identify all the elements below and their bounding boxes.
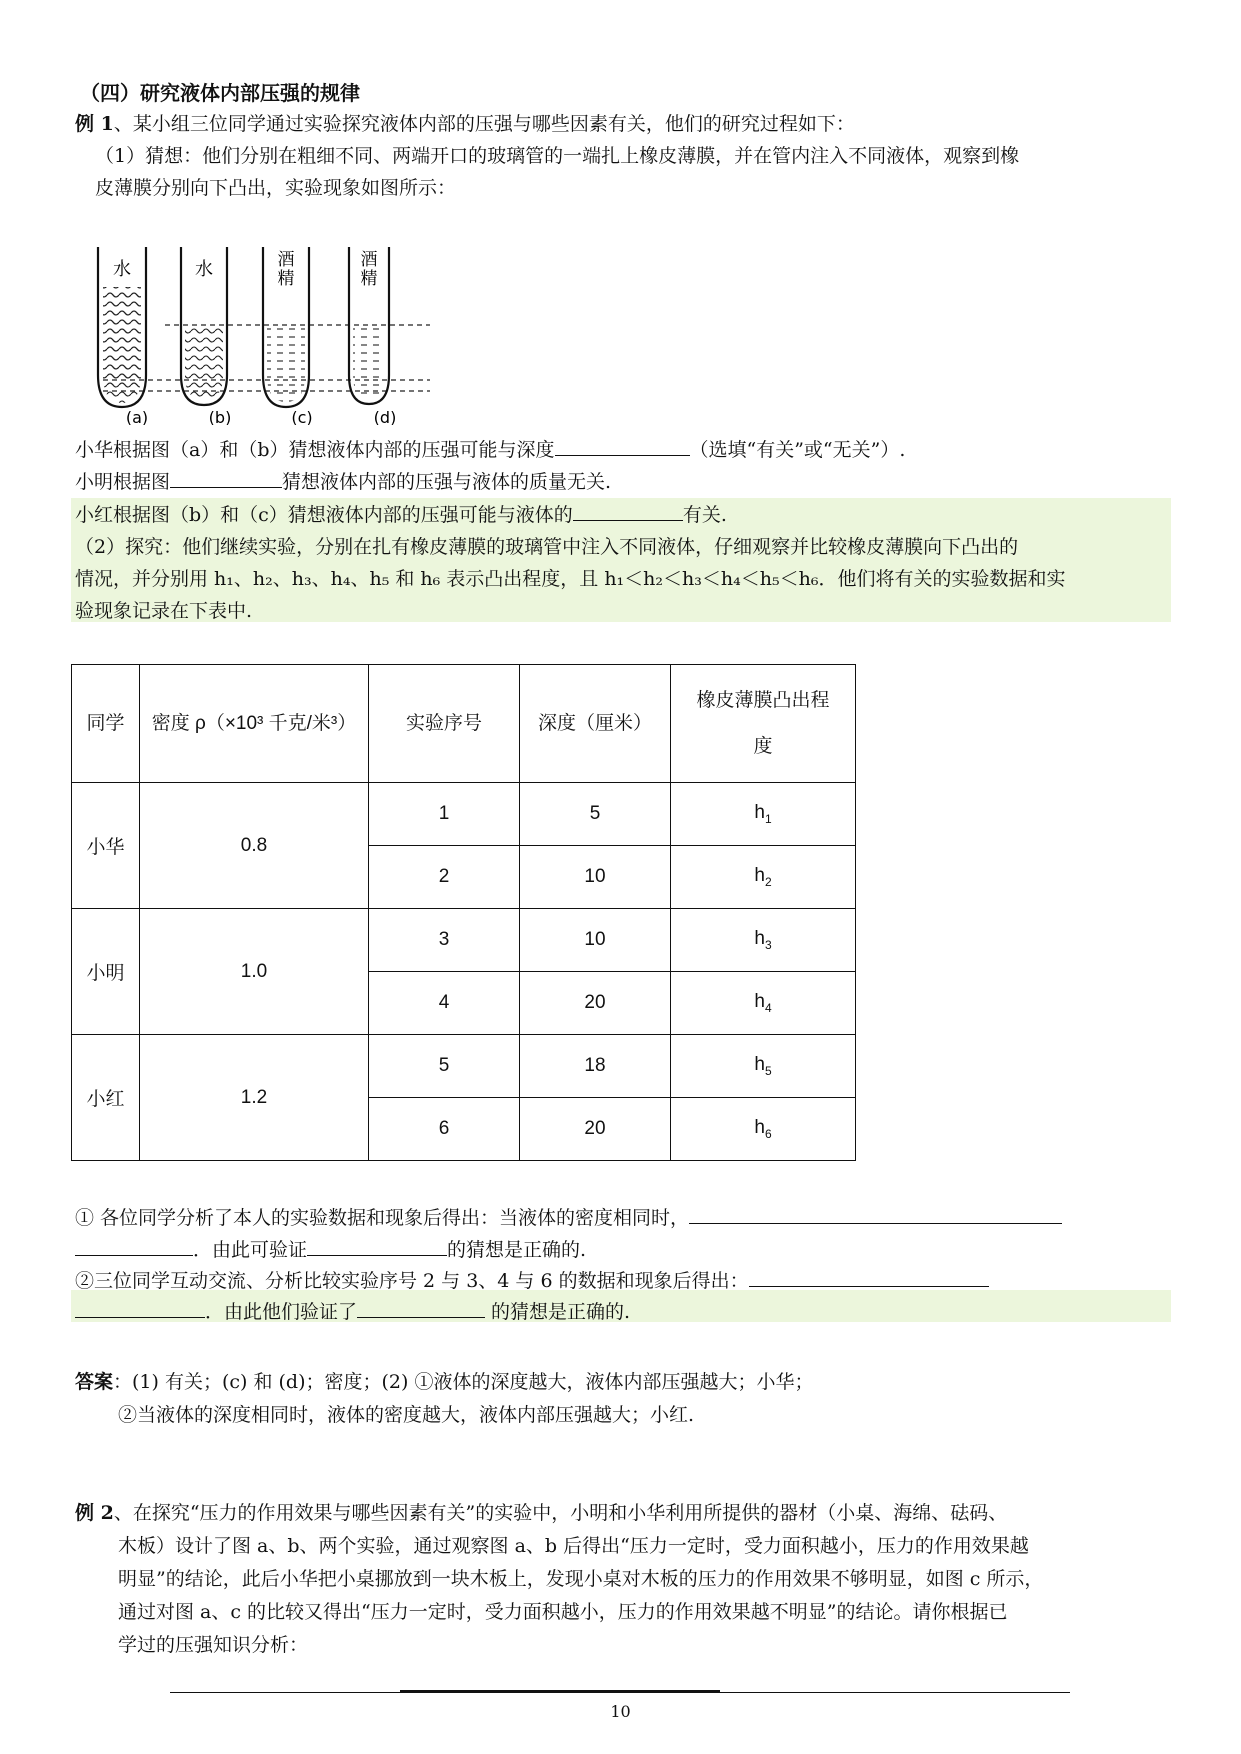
answer-blank-2[interactable] (170, 467, 282, 488)
answer-text-1: ：(1) 有关；(c) 和 (d)；密度；(2) ①液体的深度越大，液体内部压强越大；小华； (113, 1371, 814, 1393)
section-title: （四）研究液体内部压强的规律 (80, 81, 360, 105)
ex2-line4: 通过对图 a、c 的比较又得出“压力一定时，受力面积越小，压力的作用效果越不明显”的结论。请你根据已 (118, 1601, 1008, 1623)
footer-rule-thick (400, 1690, 720, 1693)
table-row (72, 1035, 856, 1098)
cell-density: 1.2 (140, 1035, 369, 1161)
cell-depth: 20 (520, 972, 671, 1035)
explore-line2: 情况，并分别用 h₁、h₂、h₃、h₄、h₅ 和 h₆ 表示凸出程度，且 h₁＜h₂＜h₃＜h₄＜h₅＜h₆．他们将有关的实验数据和实 (75, 568, 1066, 590)
answer-blank-8[interactable] (75, 1297, 205, 1318)
ex1-label: 例 1 (75, 113, 114, 135)
cell-depth: 18 (520, 1035, 671, 1098)
cell-depth: 10 (520, 909, 671, 972)
cell-trial-no: 4 (369, 972, 520, 1035)
cell-trial-no: 1 (369, 783, 520, 846)
caption-b: (b) (208, 408, 232, 425)
q-xiaohong-text-a: 小红根据图（b）和（c）猜想液体内部的压强可能与液体的 (75, 504, 573, 526)
page-number: 10 (610, 1702, 631, 1721)
conclusion-1-text-b: ．由此可验证 (193, 1239, 308, 1261)
conclusion-2-text-a: ②三位同学互动交流、分析比较实验序号 2 与 3、4 与 6 的数据和现象后得出： (75, 1270, 749, 1292)
conclusion-2 (75, 1266, 989, 1296)
cell-bulge: $h_4$ (671, 972, 856, 1035)
cell-depth: 10 (520, 846, 671, 909)
cell-trial-no: 6 (369, 1098, 520, 1161)
cell-bulge: $h_1$ (671, 783, 856, 846)
q-xiaoming-text-b: 猜想液体内部的压强与液体的质量无关. (282, 471, 612, 493)
header-trial-no: 实验序号 (369, 665, 520, 783)
q-xiaohong (75, 500, 727, 530)
cell-student: 小红 (72, 1035, 140, 1161)
q-xiaoming-text-a: 小明根据图 (75, 471, 171, 493)
answer-blank-4[interactable] (689, 1203, 1062, 1224)
q-xiaohua-text-b: （选填“有关”或“无关”）. (689, 439, 906, 461)
cell-student: 小华 (72, 783, 140, 909)
conclusion-1-text-c: 的猜想是正确的. (447, 1239, 587, 1261)
q-xiaohong-text-b: 有关. (682, 504, 727, 526)
ex1-intro-text: 、某小组三位同学通过实验探究液体内部的压强与哪些因素有关，他们的研究过程如下： (113, 113, 855, 135)
cell-depth: 5 (520, 783, 671, 846)
header-bulge-text: 橡皮薄膜凸出程度 (696, 689, 830, 757)
tube-label-d: 酒精 (360, 250, 378, 289)
cell-density: 0.8 (140, 783, 369, 909)
caption-d: (d) (373, 408, 397, 425)
cell-depth: 20 (520, 1098, 671, 1161)
cell-bulge: $h_5$ (671, 1035, 856, 1098)
conclusion-1-cont (75, 1235, 586, 1265)
header-bulge (671, 665, 856, 783)
header-student: 同学 (72, 665, 140, 783)
answer-blank-9[interactable] (357, 1297, 485, 1318)
answer-label: 答案 (75, 1371, 114, 1393)
q-xiaohua (75, 435, 905, 465)
answer-blank-7[interactable] (749, 1266, 989, 1287)
table-header-row (72, 665, 856, 783)
header-density (140, 665, 369, 783)
ex1-guess-line2: 皮薄膜分别向下凸出，实验现象如图所示： (95, 177, 457, 199)
ex1-guess-line1: （1）猜想：他们分别在粗细不同、两端开口的玻璃管的一端扎上橡皮薄膜，并在管内注入不同液体，观察到橡 (95, 145, 1020, 167)
answer-blank-5[interactable] (75, 1235, 193, 1256)
conclusion-1 (75, 1203, 1062, 1233)
cell-bulge: $h_2$ (671, 846, 856, 909)
ex1-intro (75, 109, 855, 139)
ex2-line1-text: 、在探究“压力的作用效果与哪些因素有关”的实验中，小明和小华利用所提供的器材（小桌、海绵、砝码、 (113, 1502, 1008, 1524)
ex2-line3: 明显”的结论，此后小华把小桌挪放到一块木板上，发现小桌对木板的压力的作用效果不够明显，如图 c 所示， (118, 1568, 1044, 1590)
cell-trial-no: 3 (369, 909, 520, 972)
ex2-line5: 学过的压强知识分析： (118, 1634, 309, 1656)
cell-student: 小明 (72, 909, 140, 1035)
header-density-text: 密度 ρ（×10³ 千克/米³） (151, 712, 357, 734)
cell-bulge: $h_6$ (671, 1098, 856, 1161)
conclusion-2-text-c: 的猜想是正确的. (485, 1301, 631, 1323)
header-depth: 深度（厘米） (520, 665, 671, 783)
ex2-label: 例 2 (75, 1502, 114, 1524)
q-xiaoming (75, 467, 611, 497)
answer-blank-1[interactable] (555, 435, 690, 456)
q-xiaohua-text-a: 小华根据图（a）和（b）猜想液体内部的压强可能与深度 (75, 439, 555, 461)
answer-blank-6[interactable] (307, 1235, 447, 1256)
test-tube-figure (95, 245, 435, 425)
conclusion-1-text-a: ① 各位同学分析了本人的实验数据和现象后得出：当液体的密度相同时， (75, 1207, 690, 1229)
caption-c: (c) (291, 408, 313, 425)
cell-bulge: $h_3$ (671, 909, 856, 972)
tube-label-a: 水 (113, 259, 131, 280)
table-row (72, 783, 856, 846)
cell-trial-no: 2 (369, 846, 520, 909)
answer-line-2: ②当液体的深度相同时，液体的密度越大，液体内部压强越大；小红. (118, 1404, 695, 1426)
table-row (72, 909, 856, 972)
ex2-line1 (75, 1498, 1007, 1528)
answer-blank-3[interactable] (573, 500, 683, 521)
conclusion-2-text-b: ．由此他们验证了 (205, 1301, 358, 1323)
caption-a: (a) (125, 408, 149, 425)
ex2-line2: 木板）设计了图 a、b、两个实验，通过观察图 a、b 后得出“压力一定时，受力面积越小，压力的作用效果越 (118, 1535, 1029, 1557)
cell-density: 1.0 (140, 909, 369, 1035)
conclusion-2-cont (75, 1297, 630, 1327)
tube-label-b: 水 (195, 259, 213, 280)
tube-label-c: 酒精 (277, 250, 295, 289)
explore-line3: 验现象记录在下表中. (75, 600, 253, 622)
cell-trial-no: 5 (369, 1035, 520, 1098)
explore-line1: （2）探究：他们继续实验，分别在扎有橡皮薄膜的玻璃管中注入不同液体，仔细观察并比较橡皮薄膜向下凸出的 (75, 536, 1019, 558)
experiment-table (71, 664, 856, 1161)
answer-line-1 (75, 1367, 813, 1397)
